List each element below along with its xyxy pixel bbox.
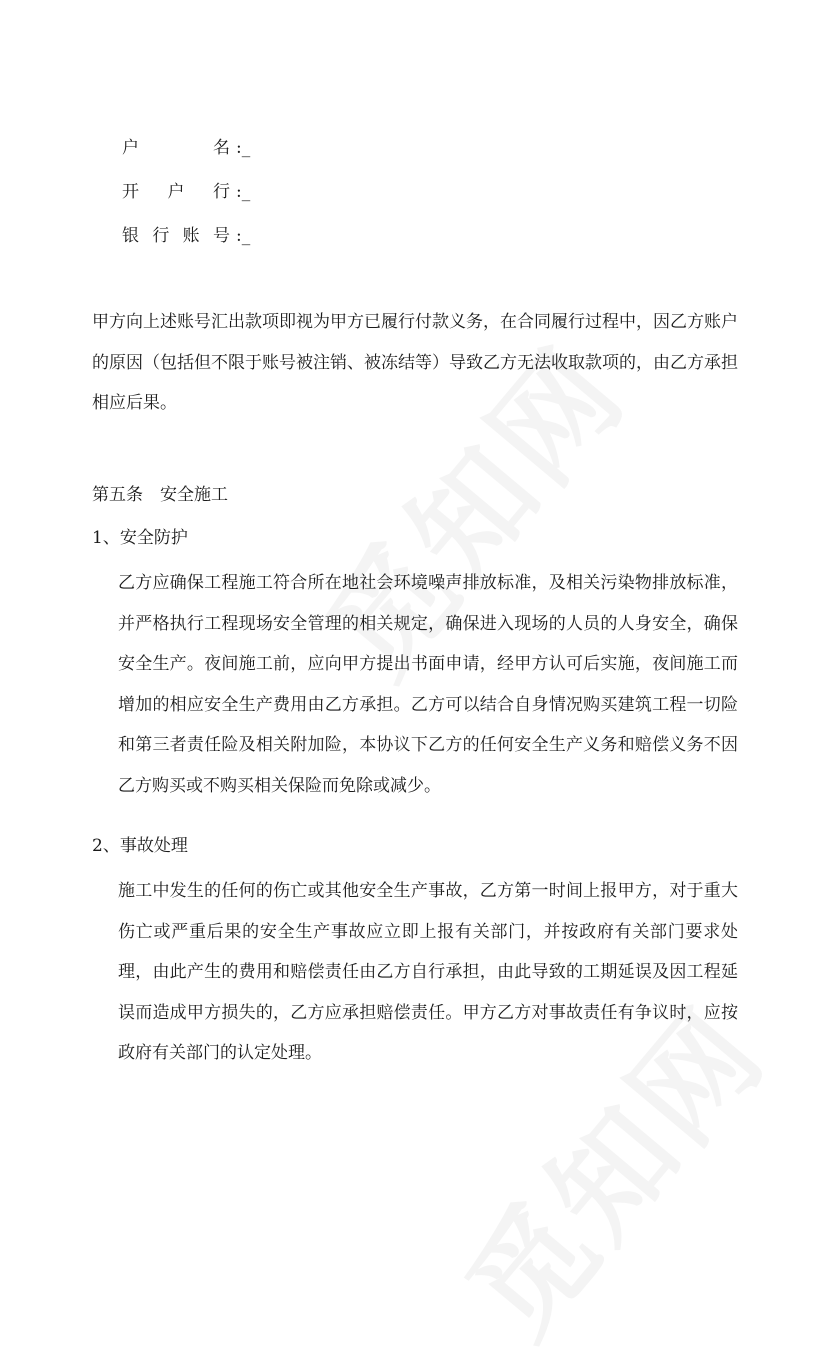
account-number-value: :_ bbox=[236, 226, 251, 246]
account-bank-row bbox=[122, 180, 250, 204]
account-name-row bbox=[122, 136, 250, 160]
section-body-safety: 乙方应确保工程施工符合所在地社会环境噪声排放标准，及相关污染物排放标准，并严格执行工程现场安全管理的相关规定，确保进入现场的人员的人身安全，确保安全生产。夜间施工前，应向甲方提出书面申请，经甲方认可后实施，夜间施工而增加的相应安全生产费用由乙方承担。乙方可以结合自身情况购买建筑工程一切险和第三者责任险及相关附加险，本协议下乙方的任何安全生产义务和赔偿义务不因乙方购买或不购买相关保险而免除或减少。 bbox=[118, 573, 738, 796]
section-heading-accident: 2、事故处理 bbox=[92, 836, 188, 856]
account-bank-label bbox=[122, 180, 230, 204]
payment-clause-paragraph: 甲方向上述账号汇出款项即视为甲方已履行付款义务，在合同履行过程中，因乙方账户的原因（包括但不限于账号被注销、被冻结等）导致乙方无法收取款项的，由乙方承担相应后果。 bbox=[92, 312, 738, 413]
label-char: 行 bbox=[213, 182, 230, 202]
account-number-row bbox=[122, 224, 250, 248]
account-name-label bbox=[122, 136, 230, 160]
label-char: 号 bbox=[212, 226, 230, 246]
section-heading-safety: 1、安全防护 bbox=[92, 528, 188, 548]
article-title: 第五条 安全施工 bbox=[92, 485, 228, 505]
account-bank-value: :_ bbox=[236, 182, 251, 202]
account-number-label bbox=[122, 224, 230, 248]
label-char: 账 bbox=[182, 226, 200, 246]
label-char: 行 bbox=[152, 226, 170, 246]
label-char: 户 bbox=[122, 138, 139, 158]
account-name-value: :_ bbox=[236, 138, 251, 158]
label-char: 开 bbox=[122, 182, 139, 202]
section-body-accident: 施工中发生的任何的伤亡或其他安全生产事故，乙方第一时间上报甲方，对于重大伤亡或严重后果的安全生产事故应立即上报有关部门，并按政府有关部门要求处理，由此产生的费用和赔偿责任由乙方自行承担，由此导致的工期延误及因工程延误而造成甲方损失的，乙方应承担赔偿责任。甲方乙方对事故责任有争议时，应按政府有关部门的认定处理。 bbox=[118, 881, 738, 1063]
label-char: 户 bbox=[167, 182, 185, 202]
label-char: 银 bbox=[122, 226, 139, 246]
label-char: 名 bbox=[213, 138, 230, 158]
